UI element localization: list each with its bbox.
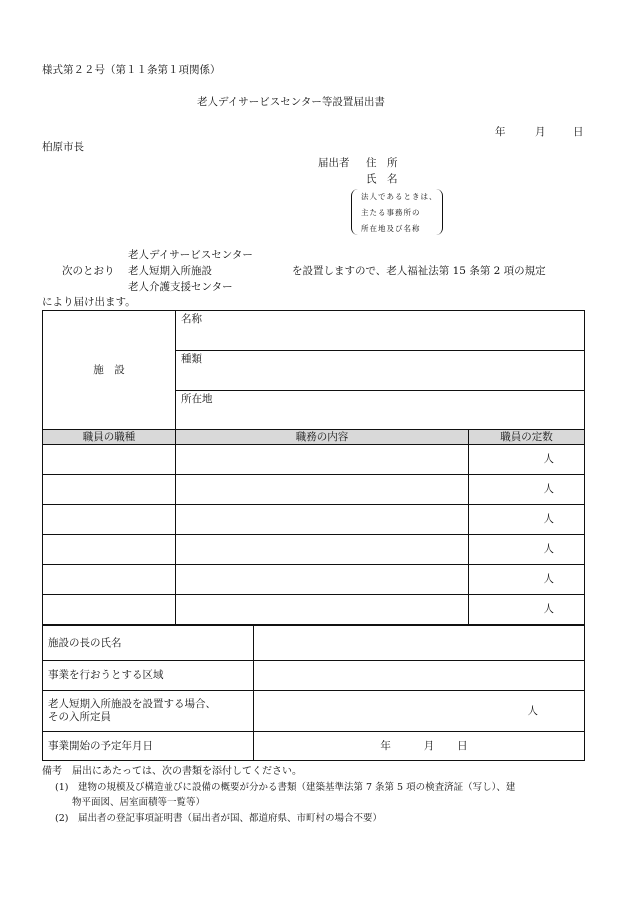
start-date-month: 月: [423, 739, 435, 752]
staff-count-cell[interactable]: [469, 505, 585, 535]
staff-count-unit: 人: [543, 453, 554, 466]
staff-row: [43, 535, 585, 565]
facility-label-cell: [43, 311, 176, 430]
staff-count-cell[interactable]: [469, 475, 585, 505]
staff-count-cell[interactable]: [469, 565, 585, 595]
notifier-name-label: 氏 名: [366, 173, 398, 185]
staff-type-cell[interactable]: [43, 445, 176, 475]
facility-option-day-service: 老人デイサービスセンター: [128, 249, 253, 261]
staff-row: [43, 475, 585, 505]
service-area-label: 事業を行おうとする区域: [43, 661, 254, 691]
staff-count-unit: 人: [543, 543, 554, 556]
staff-count-header: 職員の定数: [469, 430, 585, 445]
facility-option-care-support: 老人介護支援センター: [128, 281, 233, 293]
date-year: 年: [495, 126, 506, 138]
date-day: 日: [573, 126, 584, 138]
start-date-label: 事業開始の予定年月日: [43, 732, 254, 761]
note-line-2: 主たる事務所の: [361, 208, 421, 217]
start-date-year: 年: [380, 739, 391, 752]
staff-type-cell[interactable]: [43, 475, 176, 505]
remarks-item-2: (2) 届出者の登記事項証明書（届出者が国、都道府県、市町村の場合不要）: [55, 813, 382, 824]
facility-type-label: 種類: [181, 353, 202, 365]
staff-count-unit: 人: [543, 573, 554, 586]
start-date-field[interactable]: [254, 732, 585, 761]
head-name-label: 施設の長の氏名: [43, 626, 254, 661]
facility-detail-table: [42, 625, 585, 761]
body-last-line: により届け出ます。: [42, 296, 136, 308]
capacity-label-line-2: その入所定員: [48, 711, 111, 723]
staff-count-cell[interactable]: [469, 595, 585, 625]
staff-duty-cell[interactable]: [176, 505, 469, 535]
staff-count-unit: 人: [543, 513, 554, 526]
staff-duty-cell[interactable]: [176, 445, 469, 475]
staff-count-cell[interactable]: [469, 445, 585, 475]
staff-count-cell[interactable]: [469, 535, 585, 565]
staff-type-cell[interactable]: [43, 505, 176, 535]
staff-row: [43, 505, 585, 535]
body-suffix: を設置しますので、老人福祉法第 15 条第 2 項の規定: [292, 265, 546, 277]
staff-duty-cell[interactable]: [176, 475, 469, 505]
staff-type-cell[interactable]: [43, 595, 176, 625]
facility-option-short-stay: 老人短期入所施設: [128, 265, 212, 277]
capacity-unit: 人: [527, 704, 538, 717]
note-line-3: 所在地及び名称: [361, 224, 421, 233]
staff-count-unit: 人: [543, 483, 554, 496]
capacity-label: [43, 691, 254, 732]
remarks-item-1-cont: 物平面図、居室面積等一覧等）: [72, 797, 206, 808]
staff-duty-header: 職務の内容: [176, 430, 469, 445]
staff-type-header: 職員の職種: [43, 430, 176, 445]
start-date-day: 日: [457, 739, 468, 752]
facility-name-field[interactable]: [176, 311, 585, 351]
facility-name-label: 名称: [181, 313, 202, 325]
staff-row: [43, 445, 585, 475]
staff-count-unit: 人: [543, 603, 554, 616]
capacity-field[interactable]: [254, 691, 585, 732]
facility-label: 施 設: [93, 363, 125, 376]
staff-duty-cell[interactable]: [176, 595, 469, 625]
form-number: 様式第２２号（第１１条第１項関係）: [42, 64, 221, 76]
recipient: 柏原市長: [42, 141, 84, 153]
staff-duty-cell[interactable]: [176, 565, 469, 595]
capacity-label-line-1: 老人短期入所施設を設置する場合、: [48, 698, 216, 711]
document-title: 老人デイサービスセンター等設置届出書: [197, 96, 385, 108]
note-line-1: 法人であるときは、: [361, 192, 438, 201]
head-name-field[interactable]: [254, 626, 585, 661]
staff-type-cell[interactable]: [43, 535, 176, 565]
staff-row: [43, 565, 585, 595]
facility-staff-table: [42, 310, 585, 625]
notifier-label: 届出者: [318, 157, 350, 169]
staff-type-cell[interactable]: [43, 565, 176, 595]
body-prefix: 次のとおり: [62, 265, 115, 277]
staff-duty-cell[interactable]: [176, 535, 469, 565]
corporation-note: [351, 189, 443, 237]
facility-type-field[interactable]: [176, 351, 585, 391]
date-month: 月: [535, 126, 546, 138]
notifier-address-label: 住 所: [366, 157, 398, 169]
service-area-field[interactable]: [254, 661, 585, 691]
facility-location-field[interactable]: [176, 391, 585, 430]
remarks-item-1: (1) 建物の規模及び構造並びに設備の概要が分かる書類（建築基準法第 7 条第 5 項の検査済証（写し）、建: [55, 782, 516, 793]
remarks-intro: 備考 届出にあたっては、次の書類を添付してください。: [42, 766, 302, 777]
facility-location-label: 所在地: [181, 393, 213, 405]
staff-row: [43, 595, 585, 625]
